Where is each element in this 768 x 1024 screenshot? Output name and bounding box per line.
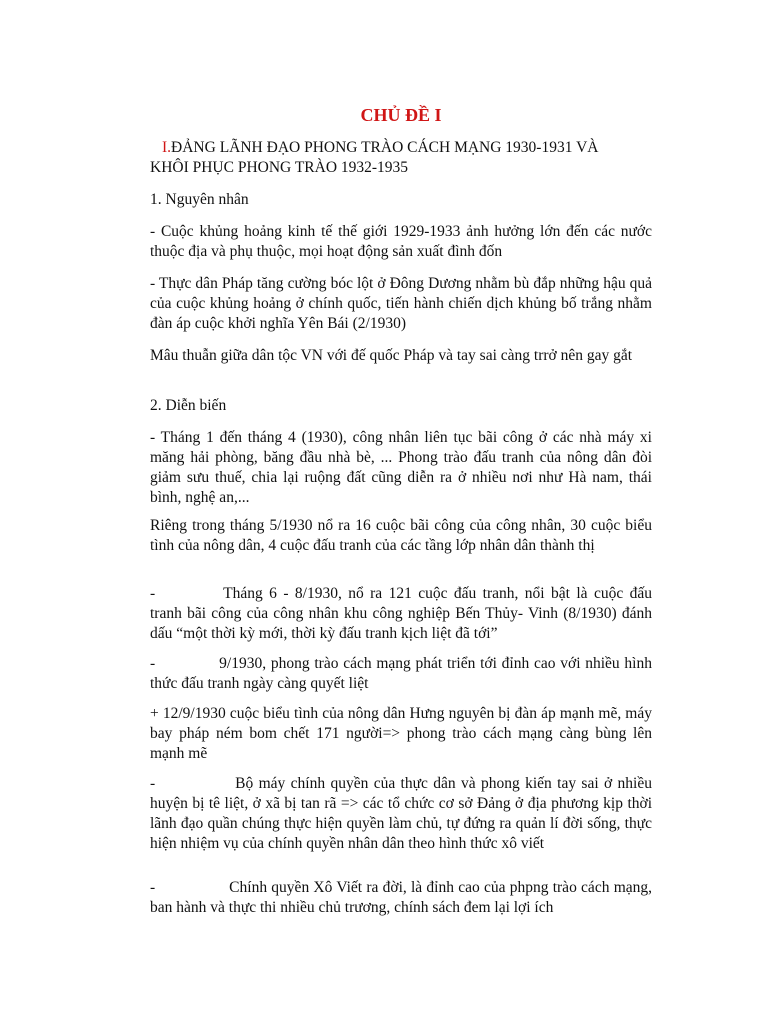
paragraph-economic-crisis: - Cuộc khủng hoảng kinh tế thế giới 1929-1933 ảnh hưởng lớn đến các nước thuộc địa và phụ thuộc, mọi hoạt động sản xuất đình đốn	[150, 223, 652, 260]
subsection-title-causes: 1. Nguyên nhân	[150, 191, 249, 208]
document-title: CHỦ ĐỀ I	[360, 105, 442, 125]
list-dash: -	[150, 585, 156, 602]
subsection-title-events: 2. Diễn biến	[150, 397, 227, 414]
paragraph-sep-1930	[150, 654, 652, 694]
paragraph-soviet-government	[150, 878, 652, 918]
paragraph-may-1930: Riêng trong tháng 5/1930 nổ ra 16 cuộc bãi công của công nhân, 30 cuộc biểu tình của nông dân, 4 cuộc đấu tranh của các tầng lớp nhân dân thành thị	[150, 517, 652, 554]
paragraph-government-collapse	[150, 774, 652, 854]
paragraph-jun-aug-1930-text: Tháng 6 - 8/1930, nổ ra 121 cuộc đấu tranh, nổi bật là cuộc đấu tranh bãi công của công nhân khu công nghiệp Bến Thủy- Vinh (8/1930) đánh dấu “một thời kỳ mới, thời kỳ đấu tranh kịch liệt đã tới”	[150, 585, 652, 642]
section-heading-line2: KHÔI PHỤC PHONG TRÀO 1932-1935	[150, 159, 409, 176]
heading-line1-text: ĐẢNG LÃNH ĐẠO PHONG TRÀO CÁCH MẠNG 1930-1931 VÀ	[171, 139, 599, 156]
heading-numeral: I.	[162, 139, 172, 156]
paragraph-jan-apr-1930: - Tháng 1 đến tháng 4 (1930), công nhân liên tục bãi công ở các nhà máy xi măng hải phòng, băng đầu nhà bè, ... Phong trào đấu tranh của nông dân đòi giảm sưu thuế, chia lại ruộng đất cũng diễn ra ở nhiều nơi như Hà nam, thái bình, nghệ an,...	[150, 429, 652, 506]
paragraph-hung-nguyen: + 12/9/1930 cuộc biểu tình của nông dân Hưng nguyên bị đàn áp mạnh mẽ, máy bay pháp ném bom chết 171 người=> phong trào cách mạng càng bùng lên mạnh mẽ	[150, 705, 652, 762]
list-dash: -	[150, 775, 156, 792]
paragraph-jun-aug-1930	[150, 584, 652, 644]
section-heading	[150, 138, 652, 178]
list-dash: -	[150, 879, 156, 896]
paragraph-contradiction: Mâu thuẫn giữa dân tộc VN với đế quốc Pháp và tay sai càng trrở nên gay gắt	[150, 347, 633, 364]
paragraph-sep-1930-text: 9/1930, phong trào cách mạng phát triển tới đỉnh cao với nhiều hình thức đấu tranh ngày càng quyết liệt	[150, 655, 652, 692]
paragraph-government-collapse-text: Bộ máy chính quyền của thực dân và phong kiến tay sai ở nhiều huyện bị tê liệt, ở xã bị tan rã => các tổ chức cơ sở Đảng ở địa phương kịp thời lãnh đạo quần chúng thực hiện quyền làm chủ, tự đứng ra quản lí đời sống, thực hiện nhiệm vụ của chính quyền nhân dân theo hình thức xô viết	[150, 775, 652, 852]
list-dash: -	[150, 655, 156, 672]
section-heading-line1	[150, 138, 652, 158]
document-page	[150, 0, 652, 1024]
paragraph-french-exploitation: - Thực dân Pháp tăng cường bóc lột ở Đông Dương nhằm bù đắp những hậu quả của cuộc khủng hoảng ở chính quốc, tiến hành chiến dịch khủng bố trắng nhằm đàn áp cuộc khởi nghĩa Yên Bái (2/1930)	[150, 275, 652, 332]
paragraph-soviet-government-text: Chính quyền Xô Viết ra đời, là đỉnh cao của phpng trào cách mạng, ban hành và thực thi nhiều chủ trương, chính sách đem lại lợi ích	[150, 879, 652, 916]
